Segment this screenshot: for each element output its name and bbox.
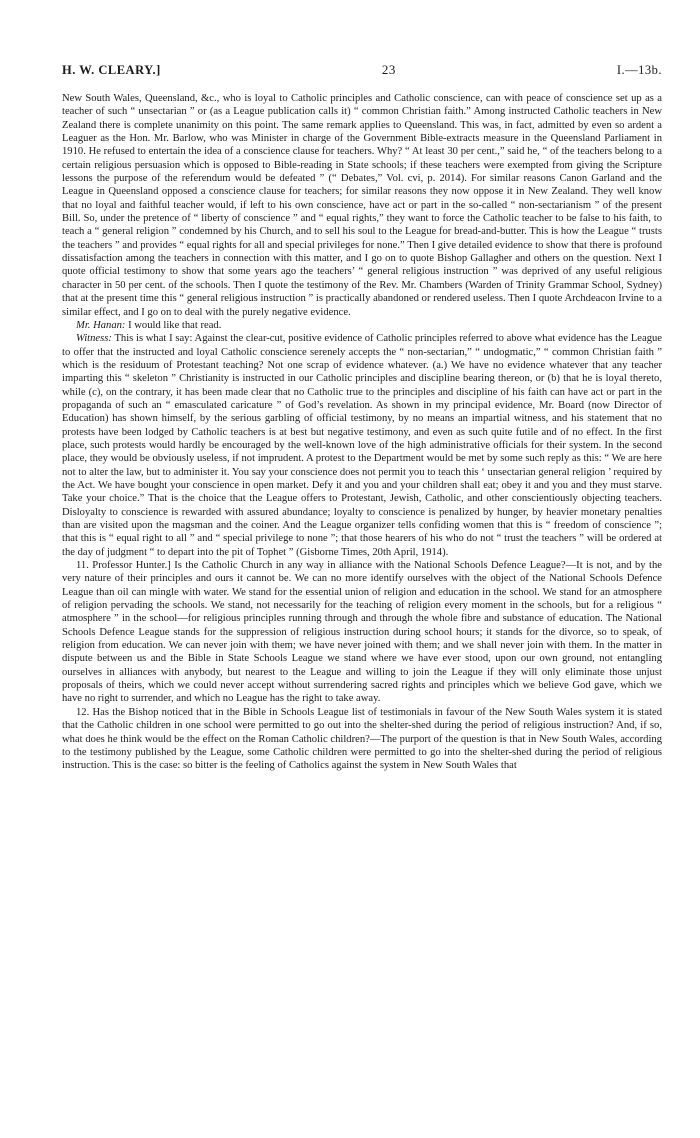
page-header — [62, 62, 662, 78]
paragraph-text: This is what I say: Against the clear-cut, positive evidence of Catholic principles referred to above what evidence has the League to offer that the instructed and loyal Catholic conscience serenely accepts the “ non-sectarian,” “ undogmatic,” “ common Christian faith ” which is the residuum of Protestant teaching? Not one scrap of evidence whatever. (a.) We have no evidence whatever that any teacher imparting this “ skeleton ” Christianity is instructed in our Catholic principles and discipline bearing thereon, or (b) that he is loyal thereto, while (c), on the contrary, it has been made clear that no Catholic true to the principles and discipline of his faith can have act or part in the propaganda of such an “ emasculated caricature ” of God’s revelation. As shown in my principal evidence, Mr. Board (now Director of Education) has shown himself, by the serious garbling of official testimony, by no means an impartial witness, and his statement that no protests have been lodged by Catholic teachers is at best but negative testimony, and even as such quite futile and of no effect. In the first place, such protests would hardly be encouraged by the well-known love of the high administrative officials for their system. In the second place, they would be obviously useless, if not imprudent. A protest to the Department would be met by some such reply as this: “ We are here not to alter the law, but to administer it. You say your conscience does not permit you to teach this ‘ unsectarian general religion ’ required by the Act. We have bought your conscience in open market. Defy it and you and your children shall eat; obey it and you and they must starve. Take your choice.” That is the choice that the League offers to Protestant, Jewish, Catholic, and other conscientiously objecting teachers. Disloyalty to conscience is rewarded with assured abundance; loyalty to conscience is penalized by hunger, by heavier monetary penalties than are visited upon the magsman and the coiner. And the League organizer tells confiding women that this is “ freedom of conscience ”; that this is “ equal right to all ” and “ special privilege to none ”; that those hearers of his who do not “ trust the teachers ” will be ordered at the day of judgment “ to depart into the pit of Tophet ” (Gisborne Times, 20th April, 1914). — [62, 333, 662, 558]
paragraph-2 — [62, 319, 662, 332]
paragraph-text: New South Wales, Queensland, &c., who is loyal to Catholic principles and Catholic conscience, can with peace of conscience set up as a teacher of such “ unsectarian ” or (as a League publication calls it) “ common Christian faith.” Among instructed Catholic teachers in New Zealand there is complete unanimity on this point. The same remark applies to Queensland. This was, in fact, admitted by even so ardent a Leaguer as the Hon. Mr. Barlow, who was Minister in charge of the Government Bible-extracts measure in the Queensland Parliament in 1910. He refused to entertain the idea of a conscience clause for teachers. Why? “ At least 30 per cent.,” said he, “ of the teachers belong to a certain religious persuasion which is opposed to Bible-reading in State schools; if these teachers were exempted from giving the Scripture lessons the purpose of the referendum would be defeated ” (“ Debates,” Vol. cvi, p. 2014). For similar reasons Canon Garland and the League in Queensland opposed a conscience clause for teachers; for similar reasons they now oppose it in New Zealand. They well know that no loyal and faithful teacher would, if left to his own conscience, have act or part in the so-called “ non-sectarianism ” of the present Bill. So, under the pretence of “ liberty of conscience ” and “ equal rights,” they want to force the Catholic teacher to be false to his faith, to teach a “ general religion ” condemned by his Church, and to sell his soul to the League for bread-and-butter. This is how the League “ trusts the teachers ” and provides “ equal rights for all and special privileges for none.” Then I give detailed evidence to show that there is profound dissatisfaction among the teachers in connection with this matter, and I go on to quote Bishop Gallagher and others on the question. Next I quote official testimony to show that some years ago the teachers’ “ general religious instruction ” was deprived of any useful religious character in 50 per cent. of the schools. Then I quote the testimony of the Rev. Mr. Chambers (Warden of Trinity Grammar School, Sydney) that at the present time this “ general religious instruction ” is practically abandoned or rendered useless. Then I quote Archdeacon Irvine to a similar effect, and I go on to deal with the purely negative evidence. — [62, 93, 662, 318]
document-reference: I.—13b. — [616, 63, 662, 77]
document-body — [62, 92, 662, 773]
paragraph-4 — [62, 559, 662, 706]
paragraph-1 — [62, 92, 662, 319]
author-running-head: H. W. CLEARY.] — [62, 63, 161, 77]
paragraph-text: that in the Bible in Schools League list of testimonials in favour of the New South Wales system it is stated that the Catholic children in one school were permitted to go out into the shelter-shed during the period of religious instruction? And, if so, what does he think would be the effect on the Roman Catholic children?—The purport of the question is that in New South Wales, according to the testimony published by the League, some Catholic children were permitted to go into the shelter-shed during the period of religious instruction. This is the case: so bitter is the feeling of Catholics against the system in New South Wales that — [62, 706, 662, 772]
speaker-label: Mr. Hanan: — [76, 319, 126, 331]
paragraph-text: Is the Catholic Church in any way in alliance with the National Schools Defence League?—It is not, and by the very nature of their principles and ours it cannot be. We can no more identify ourselves with the object of the National Schools Defence League than oil can mingle with water. We stand for the essential union of religion and education in the school. We stand for an atmosphere of religion pervading the schools. We stand, not necessarily for the teaching of religion every moment in the schools, but for a religious “ atmosphere ” in the school—for religious principles running through and through the whole fibre and substance of education. The National Schools Defence League stands for the suppression of religious instruction during school hours; it stands for the divorce, so to speak, of religion from education. We can never join with them; we have never joined with them; and we shall never join with them. In the matter in dispute between us and the Bible in State Schools League we stand where we have ever stood, upon our own ground, not entangling ourselves in alliances with anybody, but nearest to the League and willing to join the League if they will only eliminate those unjust proposals of theirs, which we could never accept without surrendering sacred rights and principles which we believe God gave, which we have no right to surrender, and which no League has the right to take away. — [62, 560, 662, 705]
speaker-label: Witness: — [76, 333, 112, 345]
question-label: 12. Has the Bishop noticed — [76, 706, 193, 718]
page-number: 23 — [381, 62, 396, 77]
paragraph-3 — [62, 332, 662, 559]
question-label: 11. Professor Hunter.] — [76, 560, 171, 572]
paragraph-text: I would like that read. — [125, 319, 222, 331]
paragraph-5 — [62, 706, 662, 773]
